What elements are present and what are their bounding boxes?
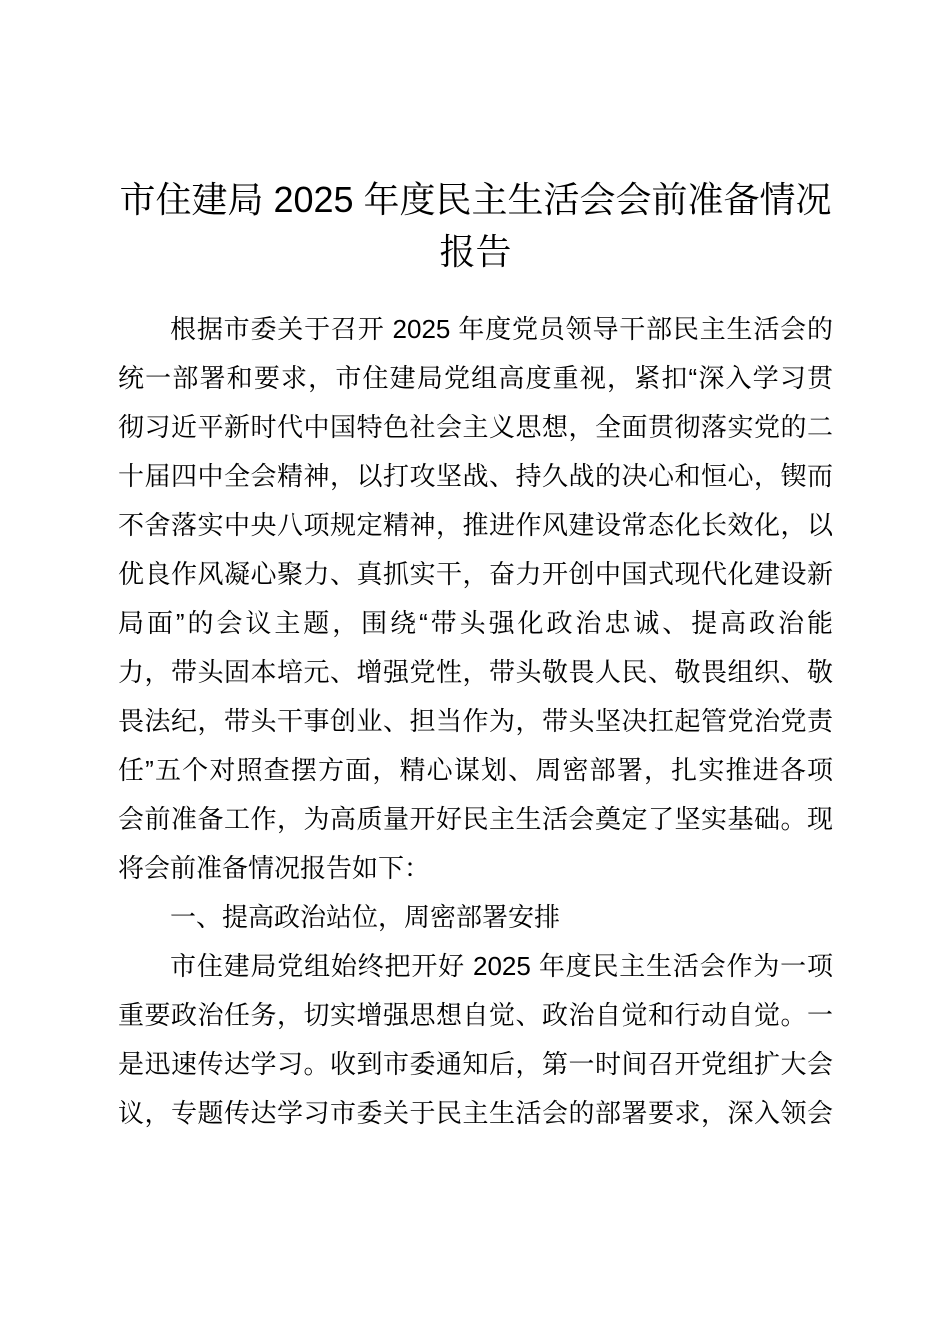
text-line: 任”五个对照查摆方面，精心谋划、周密部署，扎实推进各项: [118, 755, 833, 785]
text-line: 将会前准备情况报告如下：: [118, 853, 431, 883]
document-title-line-2: 报告: [439, 231, 512, 272]
text-line: 力，带头固本培元、增强党性，带头敬畏人民、敬畏组织、敬: [118, 657, 833, 687]
document-title: [118, 174, 833, 278]
text-line: 是迅速传达学习。收到市委通知后，第一时间召开党组扩大会: [118, 1049, 833, 1079]
text-line: 局面”的会议主题，围绕“带头强化政治忠诚、提高政治能: [118, 608, 833, 638]
text-line: 不舍落实中央八项规定精神，推进作风建设常态化长效化，以: [118, 510, 833, 540]
text-line: 十届四中全会精神，以打攻坚战、持久战的决心和恒心，锲而: [118, 461, 833, 491]
text-line: 市住建局党组始终把开好 2025 年度民主生活会作为一项: [170, 951, 833, 981]
document-body: [118, 305, 833, 1138]
text-line: 优良作风凝心聚力、真抓实干，奋力开创中国式现代化建设新: [118, 559, 833, 589]
text-line: 重要政治任务，切实增强思想自觉、政治自觉和行动自觉。一: [118, 1000, 833, 1030]
text-line: 根据市委关于召开 2025 年度党员领导干部民主生活会的: [170, 314, 833, 344]
text-line: 会前准备工作，为高质量开好民主生活会奠定了坚实基础。现: [118, 804, 833, 834]
text-line: 彻习近平新时代中国特色社会主义思想，全面贯彻落实党的二: [118, 412, 833, 442]
text-line: 畏法纪，带头干事创业、担当作为，带头坚决扛起管党治党责: [118, 706, 833, 736]
section-heading: 一、提高政治站位，周密部署安排: [170, 902, 561, 932]
document-content: [118, 174, 833, 1138]
text-line: 统一部署和要求，市住建局党组高度重视，紧扣“深入学习贯: [118, 363, 833, 393]
document-title-line-1: 市住建局 2025 年度民主生活会会前准备情况: [119, 179, 832, 220]
text-line: 议，专题传达学习市委关于民主生活会的部署要求，深入领会: [118, 1098, 833, 1128]
